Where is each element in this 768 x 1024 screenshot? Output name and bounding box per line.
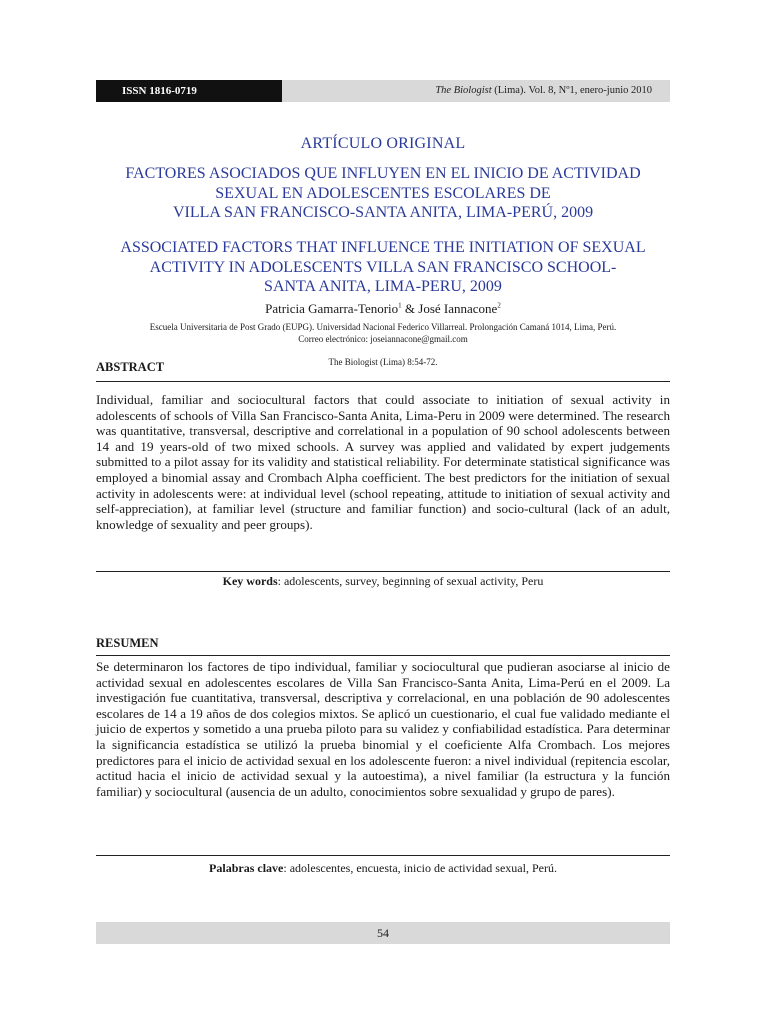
title-english-line: ACTIVITY IN ADOLESCENTS VILLA SAN FRANCISCO SCHOOL- [149, 258, 617, 276]
journal-reference [435, 80, 652, 102]
affiliation-mark: 2 [497, 301, 501, 310]
affiliation-address: Escuela Universitaria de Post Grado (EUPG). Universidad Nacional Federico Villarreal. Prolongación Camaná 1014, Lima, Perú. [149, 322, 617, 332]
title-english-line: ASSOCIATED FACTORS THAT INFLUENCE THE INITIATION OF SEXUAL [120, 239, 646, 256]
author-name: Patricia Gamarra-Tenorio [265, 301, 399, 316]
keywords-list: : adolescents, survey, beginning of sexual activity, Peru [277, 574, 544, 588]
resumen-top-rule [96, 655, 670, 656]
title-english-line: SANTA ANITA, LIMA-PERU, 2009 [264, 278, 502, 295]
resumen-heading: RESUMEN [96, 636, 159, 650]
keywords-label: Key words [222, 574, 278, 588]
article-type: ARTÍCULO ORIGINAL [300, 135, 466, 152]
title-spanish-line: VILLA SAN FRANCISCO-SANTA ANITA, LIMA-PERÚ, 2009 [172, 204, 594, 221]
affiliation [96, 322, 670, 345]
title-spanish [96, 164, 670, 223]
keywords-list: : adolescentes, encuesta, inicio de actividad sexual, Perú. [283, 861, 557, 875]
issn-label: ISSN 1816-0719 [96, 80, 282, 102]
journal-volume: (Lima). Vol. 8, Nº1, enero-junio 2010 [491, 85, 652, 96]
affiliation-mark: 1 [398, 301, 402, 310]
resumen-keywords [96, 861, 670, 876]
abstract-keywords [96, 574, 670, 589]
abstract-top-rule [96, 381, 670, 382]
header-bar [96, 80, 670, 102]
page-number: 54 [96, 922, 670, 944]
title-spanish-line: FACTORES ASOCIADOS QUE INFLUYEN EN EL INICIO DE ACTIVIDAD [125, 165, 641, 182]
author-list [96, 301, 670, 317]
resumen-bottom-rule [96, 855, 670, 856]
author-name: José Iannacone [418, 301, 498, 316]
journal-name: The Biologist [435, 85, 492, 96]
abstract-bottom-rule [96, 571, 670, 572]
title-spanish-line: SEXUAL EN ADOLESCENTES ESCOLARES DE [215, 184, 551, 202]
resumen-text: Se determinaron los factores de tipo individual, familiar y sociocultural que pudieran asociarse al inicio de actividad sexual en adolescentes escolares de Villa San Francisco-Santa Anita, Lima-Perú en el 2009. La investigación fue cuantitativa, transversal, descriptiva y correlacional, en una población de 90 adolescentes escolares de 14 a 19 años de dos colegios mixtos. Se aplicó un cuestionario, el cual fue validado mediante el juicio de expertos y sometido a una prueba piloto para su validez y confiabilidad estadística. Para determinar la significancia estadística se utilizó la prueba binomial y el coeficiente Alfa Crombach. Los mejores predictores para el inicio de actividad sexual en los adolescente fueron: a nivel individual (repitencia escolar, actitud hacia el inicio de actividad sexual y la autoestima), a nivel familiar (la estructura y la función familiar) y sociocultural (ausencia de un adulto, conocimientos sobre sexualidad y grupo de pares). [96, 659, 670, 799]
abstract-heading: ABSTRACT [96, 360, 165, 374]
citation: The Biologist (Lima) 8:54-72. [328, 357, 438, 367]
keywords-label: Palabras clave [209, 861, 284, 875]
author-separator: & [401, 301, 419, 316]
abstract-text: Individual, familiar and sociocultural factors that could associate to initiation of sexual activity in adolescents of schools of Villa San Francisco-Santa Anita, Lima-Peru in 2009 were determined. The research was quantitative, transversal, descriptive and correlational in a population of 90 school adolescents between 14 and 19 years-old of two mixed schools. A survey was applied and validated by expert judgements submitted to a pilot assay for its validity and statistical reliability. For determinate statistical significance was employed a binomial assay and Crombach Alpha coefficient. The best predictors for the initiation of sexual activity in adolescents were: at individual level (school repeating, attitude to initiation of sexual activity and self-appreciation), at familiar level (structure and familiar function) and socio-cultural (lack of an adult, knowledge of sexuality and peer groups). [96, 392, 670, 532]
affiliation-email: Correo electrónico: joseiannacone@gmail.com [298, 333, 468, 344]
title-english [96, 238, 670, 297]
